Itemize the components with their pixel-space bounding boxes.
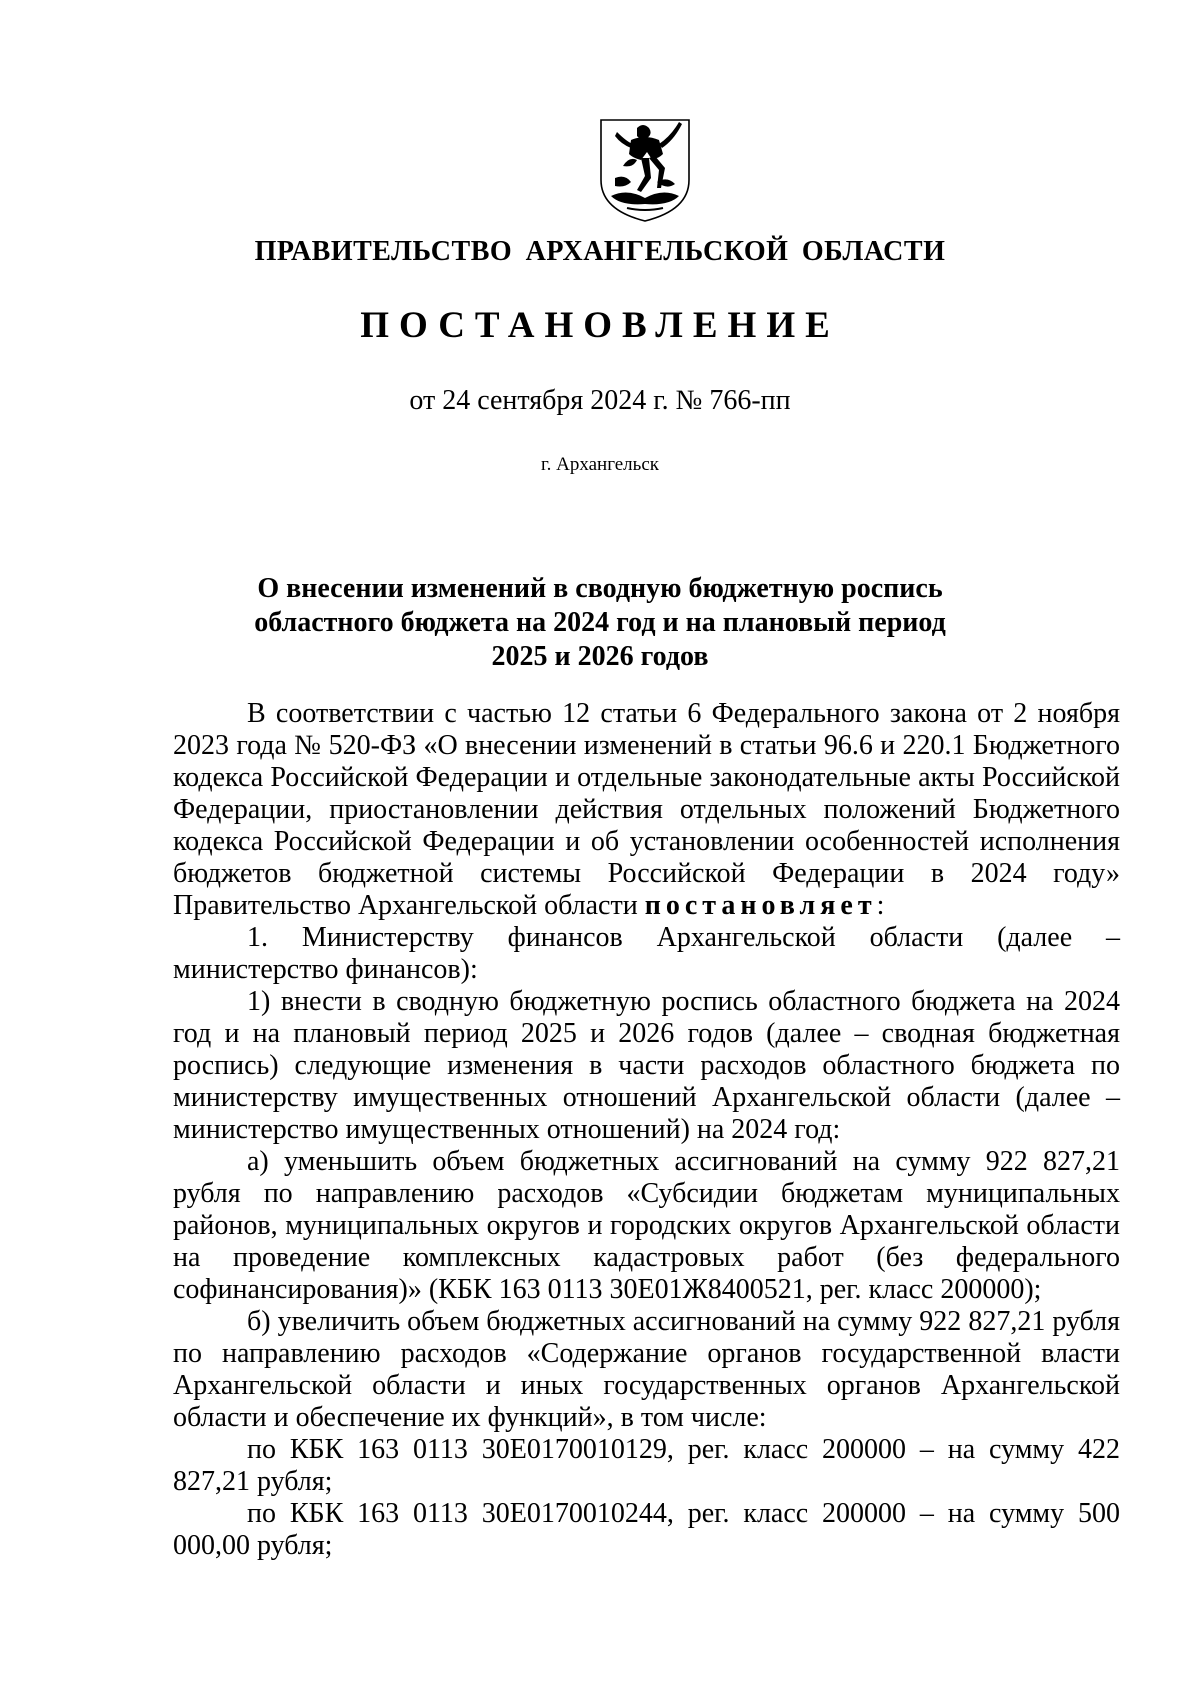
item-b: б) увеличить объем бюджетных ассигнований на сумму 922 827,21 рубля по направлению расходов «Содержание органов государственной власти Архангельской области и иных государственных органов Архангельской области и обеспечение их функций», в том числе: <box>173 1306 1120 1433</box>
preamble-tail: : <box>876 890 885 921</box>
preamble-paragraph <box>173 698 1120 922</box>
decree-body <box>173 698 1120 1562</box>
subject-line: 2025 и 2026 годов <box>491 641 709 672</box>
resolves-keyword: постановляет <box>644 890 877 921</box>
document-type: ПОСТАНОВЛЕНИЕ <box>360 305 840 346</box>
preamble-text: В соответствии с частью 12 статьи 6 Федерального закона от 2 ноября 2023 года № 520-ФЗ «О внесении изменений в статьи 96.6 и 220.1 Бюджетного кодекса Российской Федерации и отдельные законодательные акты Российской Федерации, приостановлении действия отдельных положений Бюджетного кодекса Российской Федерации и об установлении особенностей исполнения бюджетов бюджетной системы Российской Федерации в 2024 году» Правительство Архангельской области <box>173 698 1120 921</box>
item-a: а) уменьшить объем бюджетных ассигнований на сумму 922 827,21 рубля по направлению расходов «Субсидии бюджетам муниципальных районов, муниципальных округов и городских округов Архангельской области на проведение комплексных кадастровых работ (без федерального софинансирования)» (КБК 163 0113 30Е01Ж8400521, рег. класс 200000); <box>173 1146 1120 1305</box>
issue-city: г. Архангельск <box>540 454 659 475</box>
subject-line: О внесении изменений в сводную бюджетную роспись <box>257 573 943 604</box>
clause-1: 1. Министерству финансов Архангельской области (далее – министерство финансов): <box>173 922 1120 985</box>
coat-of-arms-icon <box>597 118 693 223</box>
subject-line: областного бюджета на 2024 год и на плановый период <box>254 607 946 638</box>
subclause-1: 1) внести в сводную бюджетную роспись областного бюджета на 2024 год и на плановый период 2025 и 2026 годов (далее – сводная бюджетная роспись) следующие изменения в части расходов областного бюджета по министерству имущественных отношений Архангельской области (далее – министерство имущественных отношений) на 2024 год: <box>173 986 1120 1145</box>
government-name: ПРАВИТЕЛЬСТВО АРХАНГЕЛЬСКОЙ ОБЛАСТИ <box>254 236 946 267</box>
decree-subject <box>200 572 1000 674</box>
kbk-line-2: по КБК 163 0113 30Е0170010244, рег. класс 200000 – на сумму 500 000,00 рубля; <box>173 1498 1120 1561</box>
decree-date-number: от 24 сентября 2024 г. № 766-пп <box>409 385 791 416</box>
kbk-line-1: по КБК 163 0113 30Е0170010129, рег. класс 200000 – на сумму 422 827,21 рубля; <box>173 1434 1120 1497</box>
